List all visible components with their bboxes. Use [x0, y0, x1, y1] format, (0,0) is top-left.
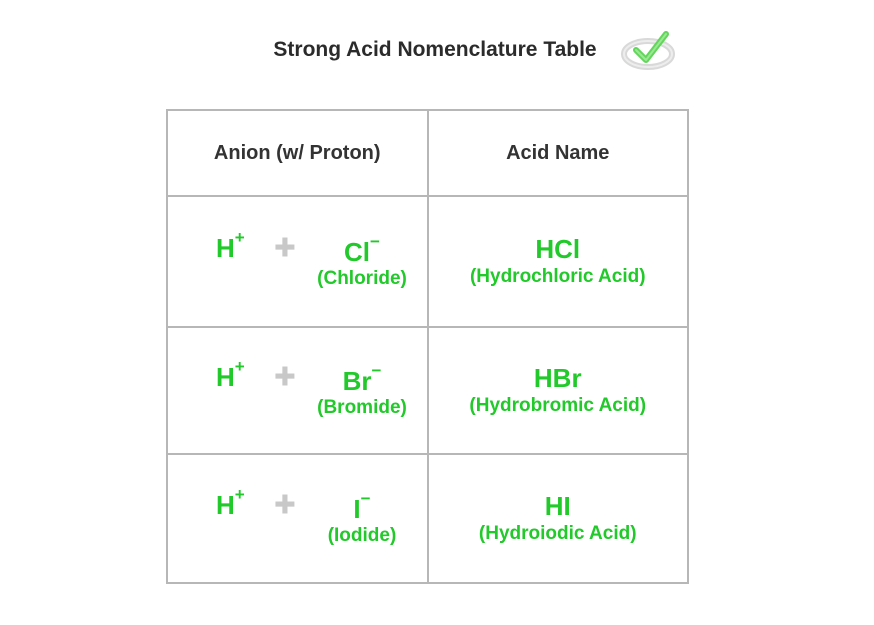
acid-formula: HCl	[535, 233, 581, 264]
nomenclature-table	[166, 109, 689, 584]
header-anion: Anion (w/ Proton)	[167, 110, 428, 196]
acid-cell	[428, 196, 689, 327]
table-header-row	[167, 110, 688, 196]
acid-name: (Hydroiodic Acid)	[478, 522, 637, 544]
plus-icon: ✚	[274, 489, 296, 519]
plus-icon: ✚	[274, 361, 296, 391]
table-row	[167, 454, 688, 583]
anion	[306, 231, 418, 293]
proton: H+	[216, 227, 245, 263]
acid-cell	[428, 327, 689, 454]
acid-cell	[428, 454, 689, 583]
anion-cell	[167, 327, 428, 454]
anion-symbol: I−	[353, 488, 371, 524]
anion	[306, 360, 418, 422]
anion-name: (Iodide)	[327, 525, 397, 547]
proton: H+	[216, 356, 245, 392]
page-title: Strong Acid Nomenclature Table	[273, 38, 597, 61]
check-recycle-icon	[620, 26, 680, 72]
anion-name: (Bromide)	[317, 397, 407, 419]
acid-formula: HBr	[533, 362, 582, 393]
acid-formula: HI	[544, 490, 571, 521]
anion-cell	[167, 196, 428, 327]
anion	[306, 488, 418, 550]
anion-symbol: Br−	[342, 360, 382, 396]
anion-symbol: Cl−	[344, 231, 380, 267]
proton: H+	[216, 484, 245, 520]
table-row	[167, 196, 688, 327]
header-acid-name: Acid Name	[428, 110, 689, 196]
anion-cell	[167, 454, 428, 583]
acid-name: (Hydrobromic Acid)	[469, 394, 647, 416]
table-row	[167, 327, 688, 454]
anion-name: (Chloride)	[317, 268, 407, 290]
acid-name: (Hydrochloric Acid)	[469, 265, 646, 287]
plus-icon: ✚	[274, 232, 296, 262]
